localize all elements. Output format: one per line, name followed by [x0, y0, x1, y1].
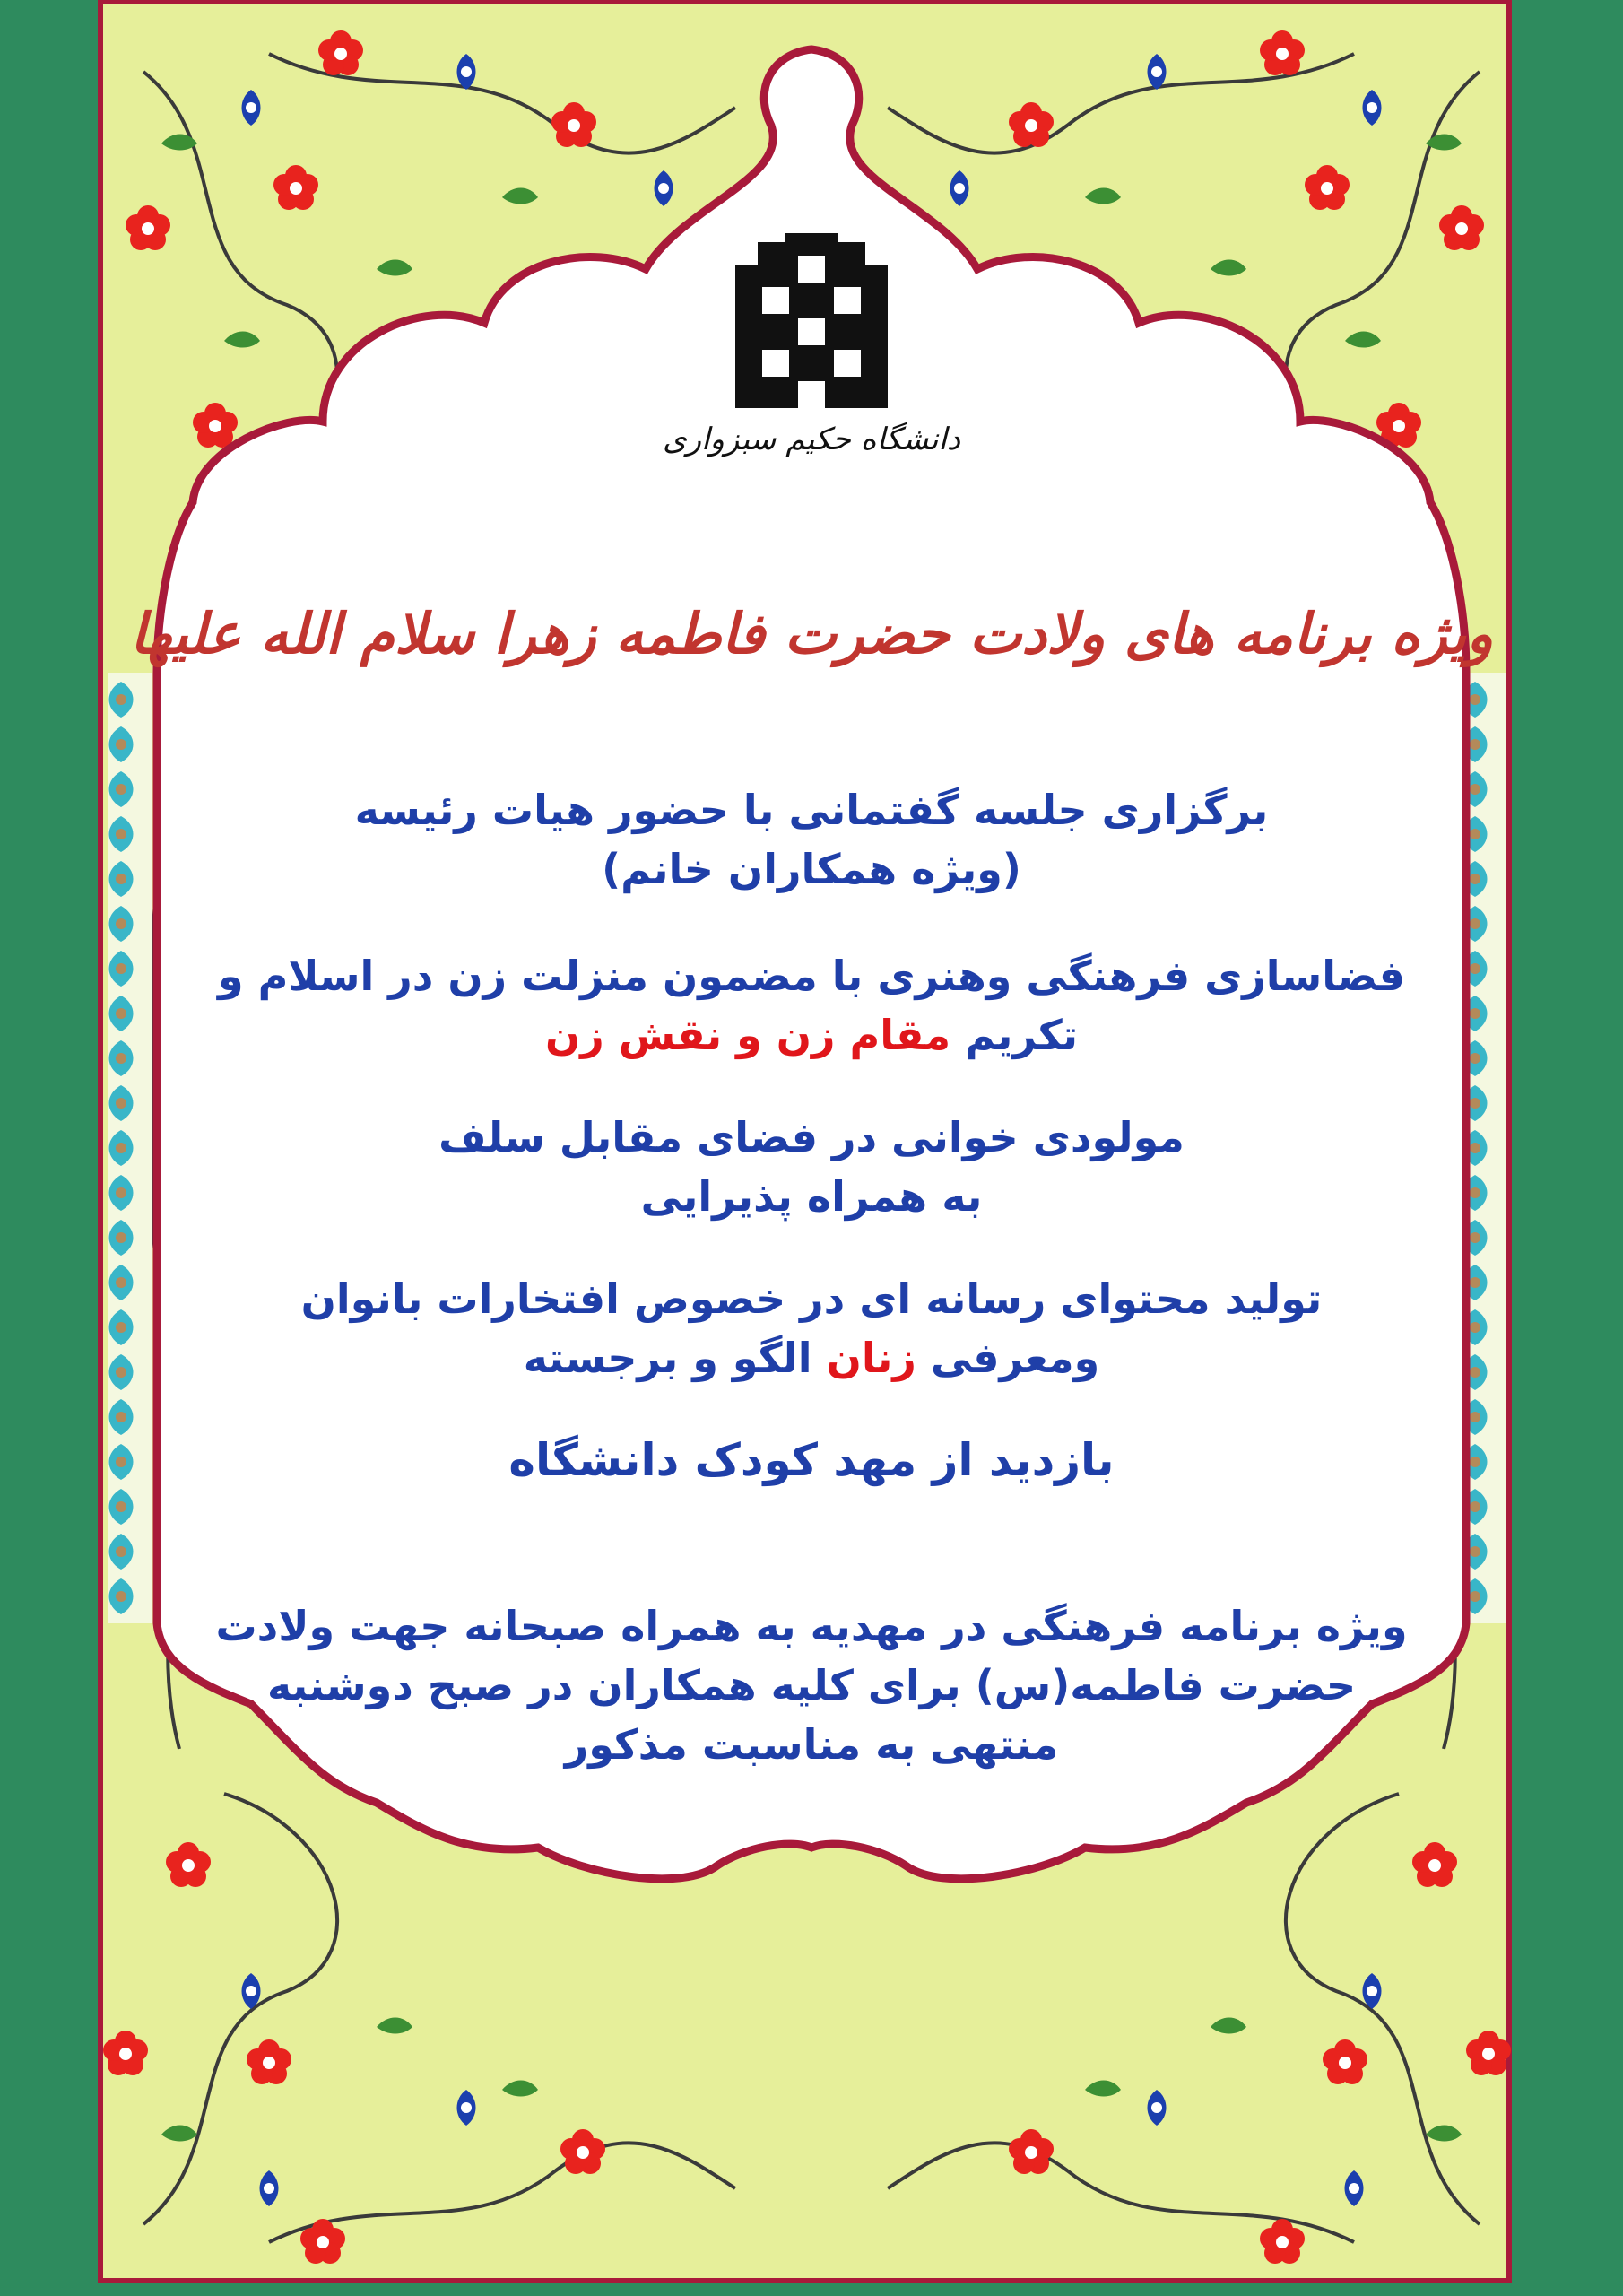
- item-line: [0, 1328, 1623, 1387]
- page-title: ویژه برنامه های ولادت حضرت فاطمه زهرا سلام الله علیها: [129, 601, 1494, 666]
- item-line: منتهی به مناسبت مذکور: [564, 1720, 1059, 1769]
- list-item: [0, 1596, 1623, 1774]
- item-line: به همراه پذیرایی: [640, 1172, 983, 1221]
- item-text: تکریم: [965, 1011, 1079, 1059]
- item-highlight: مقام زن و نقش زن: [544, 1011, 951, 1059]
- list-item: [0, 1269, 1623, 1387]
- university-logo-mark: [735, 233, 888, 408]
- list-item: [0, 1108, 1623, 1226]
- item-line: فضاسازی فرهنگی وهنری با مضمون منزلت زن در اسلام و: [218, 952, 1405, 1000]
- item-line: ویژه برنامه فرهنگی در مهدیه به همراه صبحانه جهت ولادت: [215, 1602, 1408, 1650]
- university-logo-text: دانشگاه حکیم سبزواری: [662, 422, 961, 457]
- list-item: [0, 780, 1623, 899]
- item-line: (ویژه همکاران خانم): [602, 845, 1021, 893]
- item-line: حضرت فاطمه(س) برای کلیه همکاران در صبح دوشنبه: [266, 1661, 1357, 1709]
- item-line: مولودی خوانی در فضای مقابل سلف: [438, 1113, 1185, 1161]
- item-line: [0, 1005, 1623, 1065]
- item-highlight: زنان: [826, 1334, 916, 1382]
- item-text: الگو و برجسته: [523, 1334, 812, 1382]
- item-line: برگزاری جلسه گفتمانی با حضور هیات رئیسه: [354, 786, 1269, 834]
- item-line: تولید محتوای رسانه ای در خصوص افتخارات بانوان: [300, 1274, 1323, 1323]
- item-text: ومعرفی: [930, 1334, 1100, 1382]
- list-item: [0, 1431, 1623, 1490]
- list-item: [0, 946, 1623, 1065]
- item-line: بازدید از مهد کودک دانشگاه: [508, 1434, 1115, 1486]
